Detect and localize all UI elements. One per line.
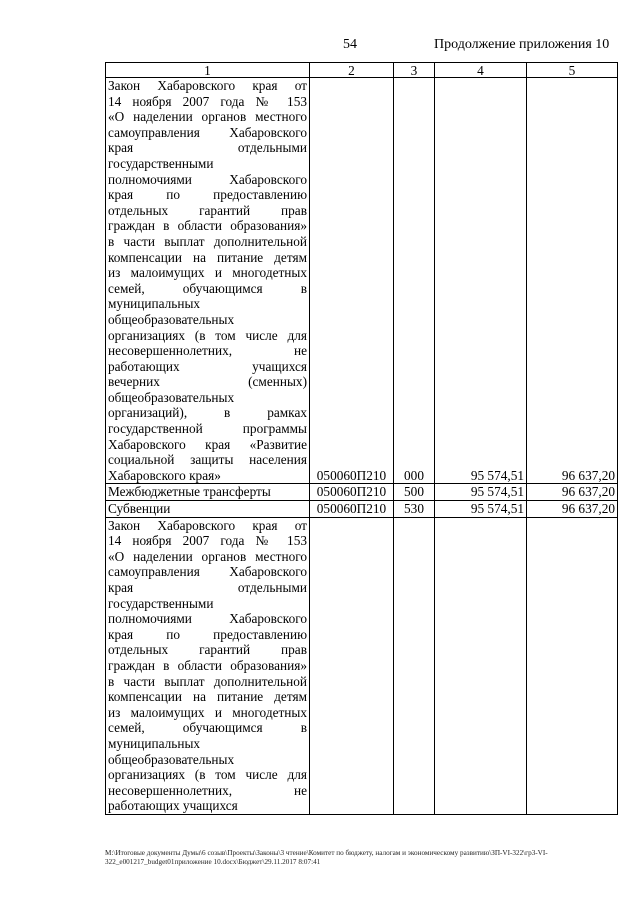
description-line: компенсации на питание детям	[108, 249, 307, 265]
row-type	[394, 517, 435, 814]
description-line: организаций), в рамках	[108, 405, 307, 421]
description-line: «О наделении органов местного	[108, 548, 307, 564]
col-number-2: 2	[310, 63, 394, 78]
col-number-4: 4	[435, 63, 527, 78]
footer-path-line-2: 322_е001217_budget01приложение 10.docx\Бюджет\29.11.2017 8:07:41	[105, 858, 321, 866]
description-line: из малоимущих и многодетных	[108, 704, 307, 720]
description-line: Хабаровского края»	[108, 467, 221, 483]
description-line: семей, обучающимся в	[108, 720, 307, 736]
row-sum-2: 96 637,20	[527, 484, 618, 501]
row-sum-1: 95 574,51	[435, 501, 527, 518]
description-line: социальной защиты населения	[108, 452, 307, 468]
col-number-5: 5	[527, 63, 618, 78]
description-line: 14 ноября 2007 года № 153	[108, 533, 307, 549]
description-line: работающих учащихся	[108, 798, 238, 814]
row-name-law-2	[106, 517, 310, 814]
description-line: самоуправления Хабаровского	[108, 124, 307, 140]
description-line: края по предоставлению	[108, 626, 307, 642]
row-sum-2: 96 637,20	[527, 501, 618, 518]
row-code: 050060П210	[310, 78, 394, 484]
row-sum-1: 95 574,51	[435, 78, 527, 484]
description-line: отдельных гарантий прав	[108, 642, 307, 658]
table-row	[106, 78, 618, 484]
row-sum-1: 95 574,51	[435, 484, 527, 501]
description-line: общеобразовательных	[108, 311, 235, 327]
description-line: 14 ноября 2007 года № 153	[108, 93, 307, 109]
continuation-label: Продолжение приложения 10	[434, 37, 610, 52]
file-path-footer	[105, 849, 617, 867]
description-line: компенсации на питание детям	[108, 689, 307, 705]
description-line: несовершеннолетних, не	[108, 343, 307, 359]
description-line: Закон Хабаровского края от	[108, 517, 307, 533]
table-row	[106, 501, 618, 518]
description-line: полномочиями Хабаровского	[108, 611, 307, 627]
row-name: Межбюджетные трансферты	[106, 484, 310, 501]
description-line: края по предоставлению	[108, 187, 307, 203]
description-line: в части выплат дополнительной	[108, 233, 307, 249]
description-line: «О наделении органов местного	[108, 109, 307, 125]
description-line: отдельных гарантий прав	[108, 202, 307, 218]
row-name: Субвенции	[106, 501, 310, 518]
description-line: государственной программы	[108, 421, 307, 437]
description-line: в части выплат дополнительной	[108, 673, 307, 689]
description-line: Закон Хабаровского края от	[108, 78, 307, 93]
row-sum-2	[527, 517, 618, 814]
page-number: 54	[343, 37, 357, 52]
description-line: Хабаровского края «Развитие	[108, 436, 307, 452]
column-number-row	[106, 63, 618, 78]
description-line: полномочиями Хабаровского	[108, 171, 307, 187]
description-line: общеобразовательных	[108, 389, 235, 405]
description-line: государственными	[108, 595, 214, 611]
description-line: самоуправления Хабаровского	[108, 564, 307, 580]
row-type: 530	[394, 501, 435, 518]
description-line: несовершеннолетних, не	[108, 782, 307, 798]
description-line: работающих учащихся	[108, 358, 307, 374]
table-row	[106, 517, 618, 814]
row-sum-2: 96 637,20	[527, 78, 618, 484]
description-line: края отдельными	[108, 580, 307, 595]
description-line: граждан в области образования»	[108, 218, 307, 234]
description-line: муниципальных	[108, 735, 201, 751]
description-line: организациях (в том числе для	[108, 327, 307, 343]
row-sum-1	[435, 517, 527, 814]
description-line: края отдельными	[108, 140, 307, 156]
row-type: 000	[394, 78, 435, 484]
description-line: организациях (в том числе для	[108, 767, 307, 783]
description-line: общеобразовательных	[108, 751, 235, 767]
description-line: семей, обучающимся в	[108, 280, 307, 296]
description-line: государственными	[108, 155, 214, 171]
row-type: 500	[394, 484, 435, 501]
row-code: 050060П210	[310, 484, 394, 501]
budget-table	[105, 62, 618, 815]
description-line: из малоимущих и многодетных	[108, 265, 307, 281]
footer-path-line-1: М:\Итоговые документы Думы\6 созыв\Проекты\Законы\3 чтение\Комитет по бюджету, налогам и экономическому развитию\ЗП-VI-322\гр3-VI-	[105, 849, 548, 857]
row-code	[310, 517, 394, 814]
col-number-1: 1	[106, 63, 310, 78]
row-code: 050060П210	[310, 501, 394, 518]
row-name-law-1	[106, 78, 310, 484]
description-line: муниципальных	[108, 296, 201, 312]
table-row	[106, 484, 618, 501]
col-number-3: 3	[394, 63, 435, 78]
description-line: вечерних (сменных)	[108, 374, 307, 390]
description-line: граждан в области образования»	[108, 657, 307, 673]
